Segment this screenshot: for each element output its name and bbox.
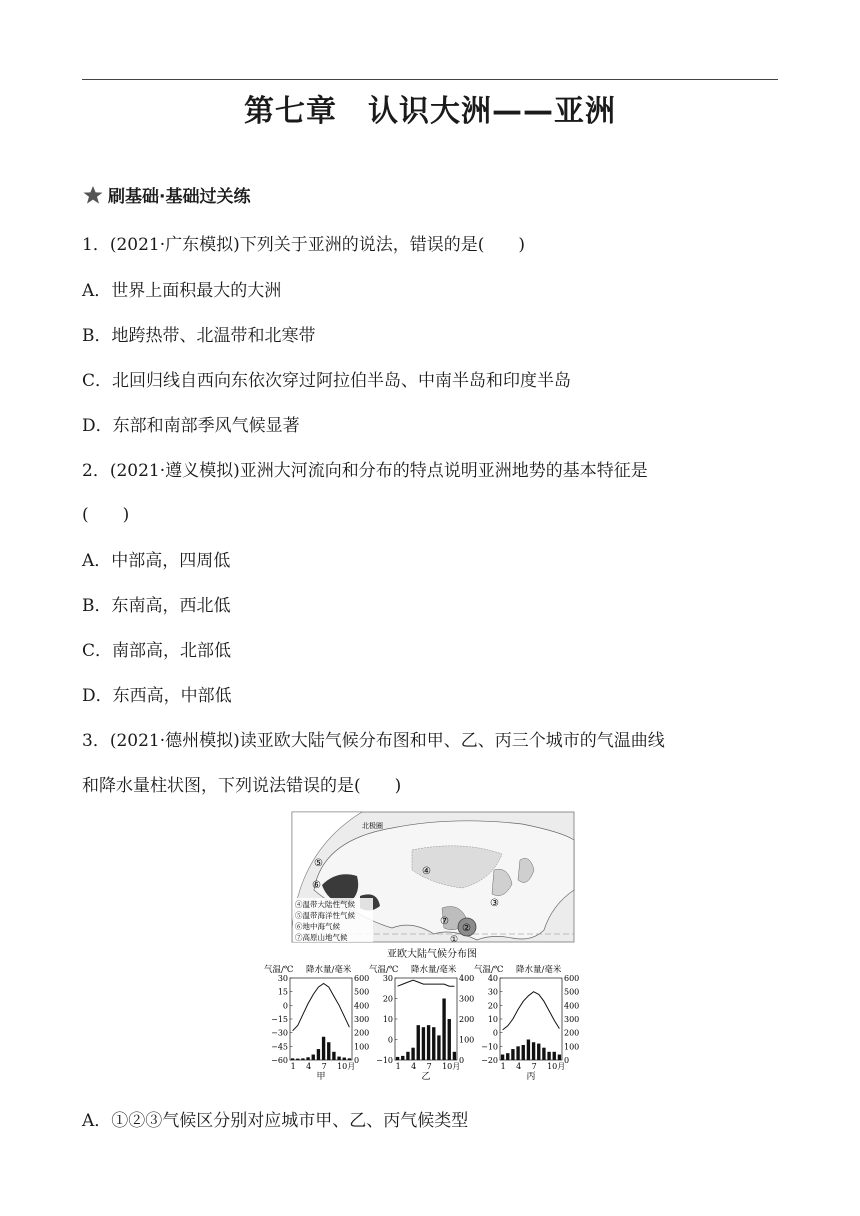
chart-2-precip-bar <box>427 1025 430 1060</box>
question-1-option-c: C．北回归线自西向东依次穿过阿拉伯半岛、中南半岛和印度半岛 <box>82 371 572 391</box>
chart-2-precip-tick: 0 <box>459 1056 465 1065</box>
chart-2-temp-tick: 20 <box>382 994 393 1004</box>
chart-2-temp-tick: 10 <box>382 1015 393 1024</box>
chart-1-precip-tick: 200 <box>354 1028 370 1038</box>
chart-2-month-tick: 1 <box>395 1062 401 1071</box>
legend-item-6: ⑥地中海气候 <box>295 922 340 931</box>
chart-3-temp-tick: −20 <box>481 1056 498 1065</box>
chart-3-precip-tick: 500 <box>564 987 580 997</box>
question-2-option-b: B．东南高，西北低 <box>82 596 231 616</box>
chart-3-precip-tick: 600 <box>564 974 580 983</box>
figure <box>262 810 602 1100</box>
chart-2-precip-bar <box>422 1027 425 1060</box>
chart-3-temp-tick: 0 <box>492 1028 498 1038</box>
chart-3-precip-label: 降水量/毫米 <box>516 965 562 975</box>
question-1-option-b: B．地跨热带、北温带和北寒带 <box>82 326 316 346</box>
chart-3-temp-tick: −10 <box>481 1042 498 1052</box>
chart-3-precip-tick: 200 <box>564 1028 580 1038</box>
chart-1-precip-bar <box>327 1042 330 1060</box>
question-2-option-a: A．中部高，四周低 <box>82 551 231 571</box>
chart-2-precip-bar <box>442 999 445 1061</box>
chart-3-temp-line <box>503 992 560 1030</box>
chart-1-temp-label: 气温/℃ <box>264 965 294 975</box>
chart-1-temp-line <box>293 984 350 1031</box>
chart-1-precip-tick: 100 <box>354 1042 370 1052</box>
chart-3-precip-bar <box>537 1044 540 1060</box>
chart-2-precip-bar <box>432 1027 435 1060</box>
arctic-circle-label: 北极圈 <box>362 822 383 830</box>
chart-3-precip-bar <box>532 1042 535 1060</box>
chart-1-temp-tick: −45 <box>271 1042 288 1052</box>
chart-2-temp-tick: 0 <box>387 1035 393 1045</box>
chart-1-temp-tick: −60 <box>271 1056 288 1065</box>
chart-2-precip-tick: 100 <box>459 1035 475 1045</box>
chart-1-precip-bar <box>296 1059 299 1060</box>
chart-3-precip-bar <box>522 1045 525 1060</box>
chart-3-precip-bar <box>516 1046 519 1060</box>
star-icon <box>82 185 104 205</box>
legend-item-4: ④温带大陆性气候 <box>295 900 355 909</box>
question-3-stem: 3．(2021·德州模拟)读亚欧大陆气候分布图和甲、乙、丙三个城市的气温曲线 <box>82 731 665 751</box>
chart-2-precip-tick: 200 <box>459 1015 475 1024</box>
chart-3-precip-bar <box>511 1049 514 1060</box>
chart-2-precip-bar <box>453 1052 456 1060</box>
section-header <box>82 182 250 207</box>
chart-2-month-tick: 4 <box>411 1062 417 1071</box>
question-3-option-a: A．①②③气候区分别对应城市甲、乙、丙气候类型 <box>82 1111 469 1131</box>
chart-1-precip-tick: 600 <box>354 974 370 983</box>
figure-svg <box>262 810 602 1100</box>
chart-1-temp-tick: −15 <box>271 1015 288 1024</box>
chart-2-precip-bar <box>411 1048 414 1060</box>
chart-3-month-tick: 7 <box>531 1062 537 1071</box>
chart-2-temp-line <box>398 980 455 986</box>
question-2-stem: 2．(2021·遵义模拟)亚洲大河流向和分布的特点说明亚洲地势的基本特征是 <box>82 461 648 481</box>
chart-1-precip-bar <box>322 1037 325 1060</box>
chart-1-month-tick: 7 <box>321 1062 327 1071</box>
question-2-option-c: C．南部高，北部低 <box>82 641 232 661</box>
chart-1-precip-bar <box>291 1058 294 1060</box>
chart-3-month-tick: 4 <box>516 1062 522 1071</box>
chart-2-precip-bar <box>417 1025 420 1060</box>
chart-3-month-tick: 1 <box>500 1062 506 1071</box>
chart-3-precip-bar <box>558 1055 561 1060</box>
chart-1-precip-bar <box>343 1058 346 1060</box>
marker-4: ④ <box>422 866 431 877</box>
chart-3-temp-tick: 10 <box>487 1015 498 1024</box>
climate-map <box>292 812 574 945</box>
header-rule <box>82 79 778 80</box>
marker-1: ① <box>450 935 459 945</box>
chart-1-temp-tick: 0 <box>282 1001 288 1011</box>
chart-3-temp-label: 气温/℃ <box>474 965 504 975</box>
map-caption: 亚欧大陆气候分布图 <box>387 949 477 960</box>
chart-3-precip-bar <box>527 1040 530 1061</box>
chart-2-city-name: 乙 <box>421 1072 431 1082</box>
chart-2-precip-tick: 400 <box>459 974 475 983</box>
marker-6: ⑥ <box>312 880 321 891</box>
chart-1-precip-tick: 300 <box>354 1015 370 1024</box>
chart-2-temp-label: 气温/℃ <box>369 965 399 975</box>
chart-1-frame <box>290 978 352 1060</box>
climate-charts <box>264 964 579 1082</box>
question-3-stem-cont: 和降水量柱状图，下列说法错误的是( ) <box>82 776 402 796</box>
chart-1-precip-label: 降水量/毫米 <box>306 965 352 975</box>
chart-3-city-name: 丙 <box>526 1072 536 1082</box>
chart-2-month-tick: 7 <box>426 1062 432 1071</box>
chart-1-temp-tick: 30 <box>277 974 288 983</box>
chart-1-temp-tick: −30 <box>271 1028 288 1038</box>
chart-2-temp-tick: −10 <box>376 1056 393 1065</box>
chart-2-precip-tick: 300 <box>459 994 475 1004</box>
chart-3-precip-bar <box>542 1048 545 1060</box>
chart-3-precip-tick: 400 <box>564 1001 580 1011</box>
chart-1-month-tick: 4 <box>306 1062 312 1071</box>
chart-3-month-tick: 10月 <box>547 1062 566 1071</box>
chart-1-precip-bar <box>348 1058 351 1060</box>
chart-3-temp-tick: 30 <box>487 987 498 997</box>
chart-3-temp-tick: 40 <box>487 974 498 983</box>
chart-2-precip-bar <box>401 1056 404 1060</box>
chart-3-precip-tick: 300 <box>564 1015 580 1024</box>
chart-1-precip-bar <box>301 1058 304 1060</box>
section-label: 刷基础·基础过关练 <box>108 187 251 207</box>
question-1-option-d: D．东部和南部季风气候显著 <box>82 416 300 436</box>
chart-1-precip-bar <box>306 1057 309 1060</box>
chart-1-precip-bar <box>317 1049 320 1060</box>
chart-3-precip-bar <box>506 1053 509 1060</box>
chart-3-precip-bar <box>553 1052 556 1060</box>
chart-1-month-tick: 10月 <box>337 1062 356 1071</box>
chart-1-city-name: 甲 <box>316 1072 326 1082</box>
chapter-title: 第七章 认识大洲——亚洲 <box>244 94 616 129</box>
legend-item-5: ⑤温带海洋性气候 <box>295 911 355 920</box>
chart-1-precip-bar <box>332 1052 335 1060</box>
chart-2-month-tick: 10月 <box>442 1062 461 1071</box>
chart-1-precip-tick: 0 <box>354 1056 360 1065</box>
chart-2-precip-label: 降水量/毫米 <box>411 965 457 975</box>
chart-1-precip-tick: 500 <box>354 987 370 997</box>
chart-1-temp-tick: 15 <box>277 987 288 997</box>
chart-1-month-tick: 1 <box>290 1062 296 1071</box>
chart-3-precip-bar <box>547 1052 550 1060</box>
chart-3-precip-bar <box>501 1055 504 1060</box>
question-2-stem-cont: ( ) <box>82 505 130 525</box>
chart-1-precip-bar <box>337 1057 340 1060</box>
question-1-stem: 1．(2021·广东模拟)下列关于亚洲的说法，错误的是( ) <box>82 235 526 255</box>
chart-1-precip-tick: 400 <box>354 1001 370 1011</box>
legend-item-7: ⑦高原山地气候 <box>295 933 348 942</box>
question-1-option-a: A．世界上面积最大的大洲 <box>82 281 282 301</box>
chart-2-precip-bar <box>437 1035 440 1060</box>
chart-2-precip-bar <box>406 1052 409 1060</box>
chart-3-precip-tick: 100 <box>564 1042 580 1052</box>
chart-2-temp-tick: 30 <box>382 974 393 983</box>
marker-7: ⑦ <box>440 916 449 927</box>
marker-5: ⑤ <box>314 858 323 869</box>
chart-3-temp-tick: 20 <box>487 1001 498 1011</box>
question-2-option-d: D．东西高，中部低 <box>82 686 232 706</box>
chart-2-precip-bar <box>448 1019 451 1060</box>
chart-3-precip-tick: 0 <box>564 1056 570 1065</box>
marker-2: ② <box>462 923 471 934</box>
chart-3-frame <box>500 978 562 1060</box>
chart-2-precip-bar <box>396 1057 399 1060</box>
marker-3: ③ <box>490 898 499 909</box>
chart-1-precip-bar <box>312 1055 315 1060</box>
